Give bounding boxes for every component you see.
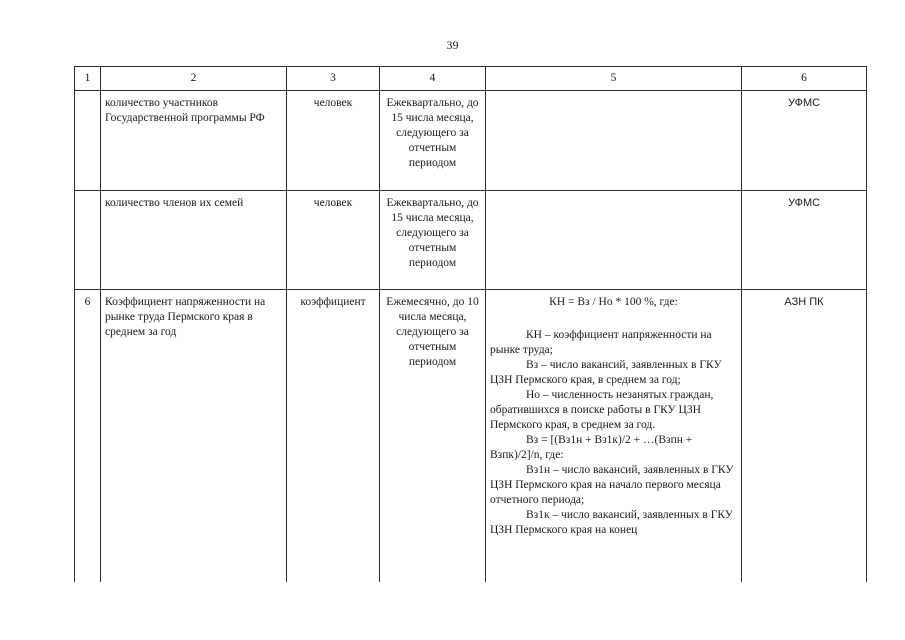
- indicator-name: Коэффициент напряженности на рынке труда Пермского края в среднем за год: [101, 290, 287, 583]
- page-number: 39: [446, 38, 459, 52]
- table-row: [75, 191, 867, 290]
- main-formula: КН = Вз / Но * 100 %, где:: [549, 296, 678, 308]
- reporting-period: Ежемесячно, до 10 числа месяца, следующего за отчетным периодом: [380, 290, 486, 583]
- row-number: [75, 91, 101, 191]
- unit-of-measure: коэффициент: [287, 290, 380, 583]
- header-cell-6: 6: [742, 67, 867, 91]
- method-paragraph: Но – численность незанятых граждан, обратившихся в поиске работы в ГКУ ЦЗН Пермского края, в среднем за год.: [490, 389, 714, 431]
- unit-of-measure: человек: [287, 91, 380, 191]
- data-source: УФМС: [742, 91, 867, 191]
- row-number: 6: [75, 290, 101, 583]
- header-cell-2: 2: [101, 67, 287, 91]
- method-paragraph: Вз – число вакансий, заявленных в ГКУ ЦЗН Пермского края, в среднем за год;: [490, 359, 722, 386]
- header-cell-4: 4: [380, 67, 486, 91]
- reporting-period: Ежеквартально, до 15 числа месяца, следующего за отчетным периодом: [380, 191, 486, 290]
- calculation-method: [486, 290, 742, 583]
- reporting-period: Ежеквартально, до 15 числа месяца, следующего за отчетным периодом: [380, 91, 486, 191]
- secondary-formula: Вз = [(Вз1н + Вз1к)/2 + …(Взпн + Взпк)/2]/n, где:: [490, 434, 693, 461]
- header-cell-5: 5: [486, 67, 742, 91]
- unit-of-measure: человек: [287, 191, 380, 290]
- header-cell-3: 3: [287, 67, 380, 91]
- header-cell-1: 1: [75, 67, 101, 91]
- method-paragraph: КН – коэффициент напряженности на рынке труда;: [490, 329, 712, 356]
- table-header-row: [75, 67, 867, 91]
- table-row: [75, 290, 867, 583]
- calculation-method: [486, 91, 742, 191]
- calculation-method: [486, 191, 742, 290]
- data-source: УФМС: [742, 191, 867, 290]
- data-source: АЗН ПК: [742, 290, 867, 583]
- method-paragraph: Вз1к – число вакансий, заявленных в ГКУ ЦЗН Пермского края на конец: [490, 509, 733, 536]
- row-number: [75, 191, 101, 290]
- table-row: [75, 91, 867, 191]
- indicator-name: количество членов их семей: [101, 191, 287, 290]
- indicators-table: [74, 66, 867, 582]
- indicator-name: количество участников Государственной программы РФ: [101, 91, 287, 191]
- method-paragraph: Вз1н – число вакансий, заявленных в ГКУ ЦЗН Пермского края на начало первого месяца отчетного периода;: [490, 464, 734, 506]
